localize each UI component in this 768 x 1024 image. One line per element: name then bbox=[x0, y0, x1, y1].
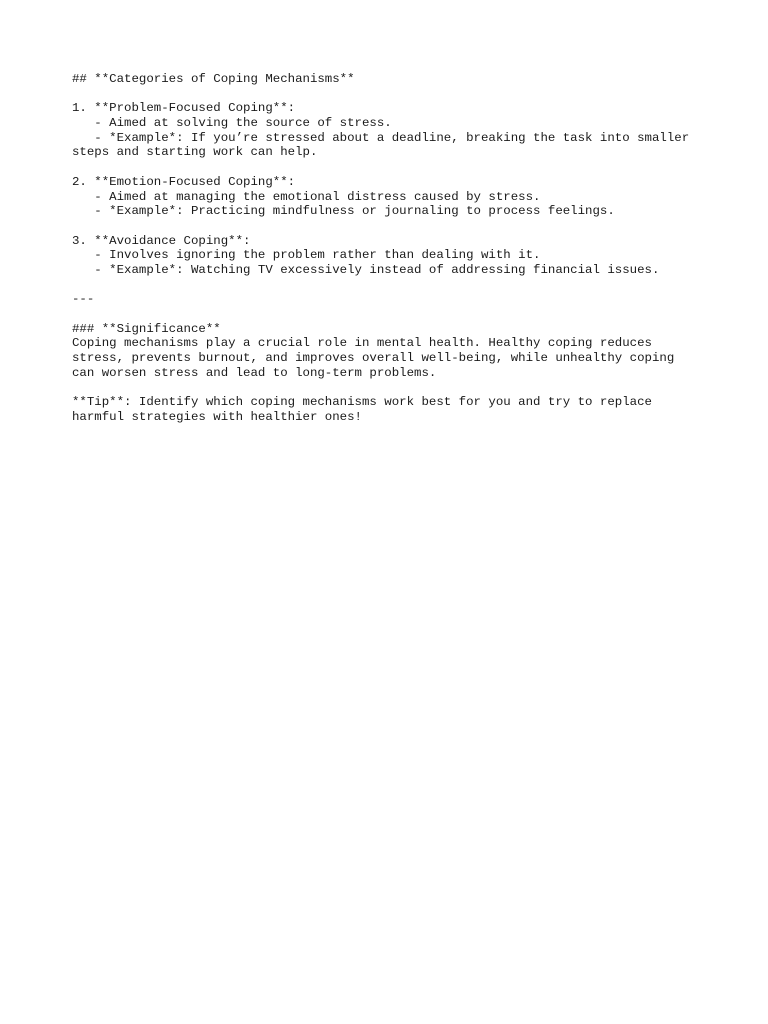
spacer bbox=[72, 278, 712, 293]
significance-line: can worsen stress and lead to long-term problems. bbox=[72, 365, 437, 380]
category-title: 3. **Avoidance Coping**: bbox=[72, 233, 251, 248]
spacer bbox=[72, 307, 712, 322]
significance-heading: ### **Significance** bbox=[72, 321, 221, 336]
significance-line: Coping mechanisms play a crucial role in mental health. Healthy coping reduces bbox=[72, 336, 652, 351]
category-emotion-focused bbox=[72, 175, 712, 219]
category-example: - *Example*: Watching TV excessively instead of addressing financial issues. bbox=[72, 262, 660, 277]
category-description: - Aimed at solving the source of stress. bbox=[72, 116, 392, 131]
category-title: 2. **Emotion-Focused Coping**: bbox=[72, 174, 296, 189]
category-example-continued: steps and starting work can help. bbox=[72, 145, 318, 160]
category-example: - *Example*: If you’re stressed about a deadline, breaking the task into smaller bbox=[72, 130, 690, 145]
tip-line: harmful strategies with healthier ones! bbox=[72, 409, 362, 424]
document-page bbox=[72, 72, 712, 425]
category-example: - *Example*: Practicing mindfulness or journaling to process feelings. bbox=[72, 204, 615, 219]
spacer bbox=[72, 160, 712, 175]
tip-line: **Tip**: Identify which coping mechanisms work best for you and try to replace bbox=[72, 395, 652, 410]
category-description: - Aimed at managing the emotional distress caused by stress. bbox=[72, 189, 541, 204]
category-problem-focused bbox=[72, 101, 712, 160]
horizontal-rule: --- bbox=[72, 292, 95, 307]
spacer bbox=[72, 219, 712, 234]
significance-line: stress, prevents burnout, and improves overall well-being, while unhealthy coping bbox=[72, 351, 675, 366]
category-avoidance bbox=[72, 234, 712, 278]
section-heading: ## **Categories of Coping Mechanisms** bbox=[72, 72, 355, 86]
category-description: - Involves ignoring the problem rather than dealing with it. bbox=[72, 248, 541, 263]
category-title: 1. **Problem-Focused Coping**: bbox=[72, 101, 296, 116]
spacer bbox=[72, 87, 712, 102]
spacer bbox=[72, 380, 712, 395]
